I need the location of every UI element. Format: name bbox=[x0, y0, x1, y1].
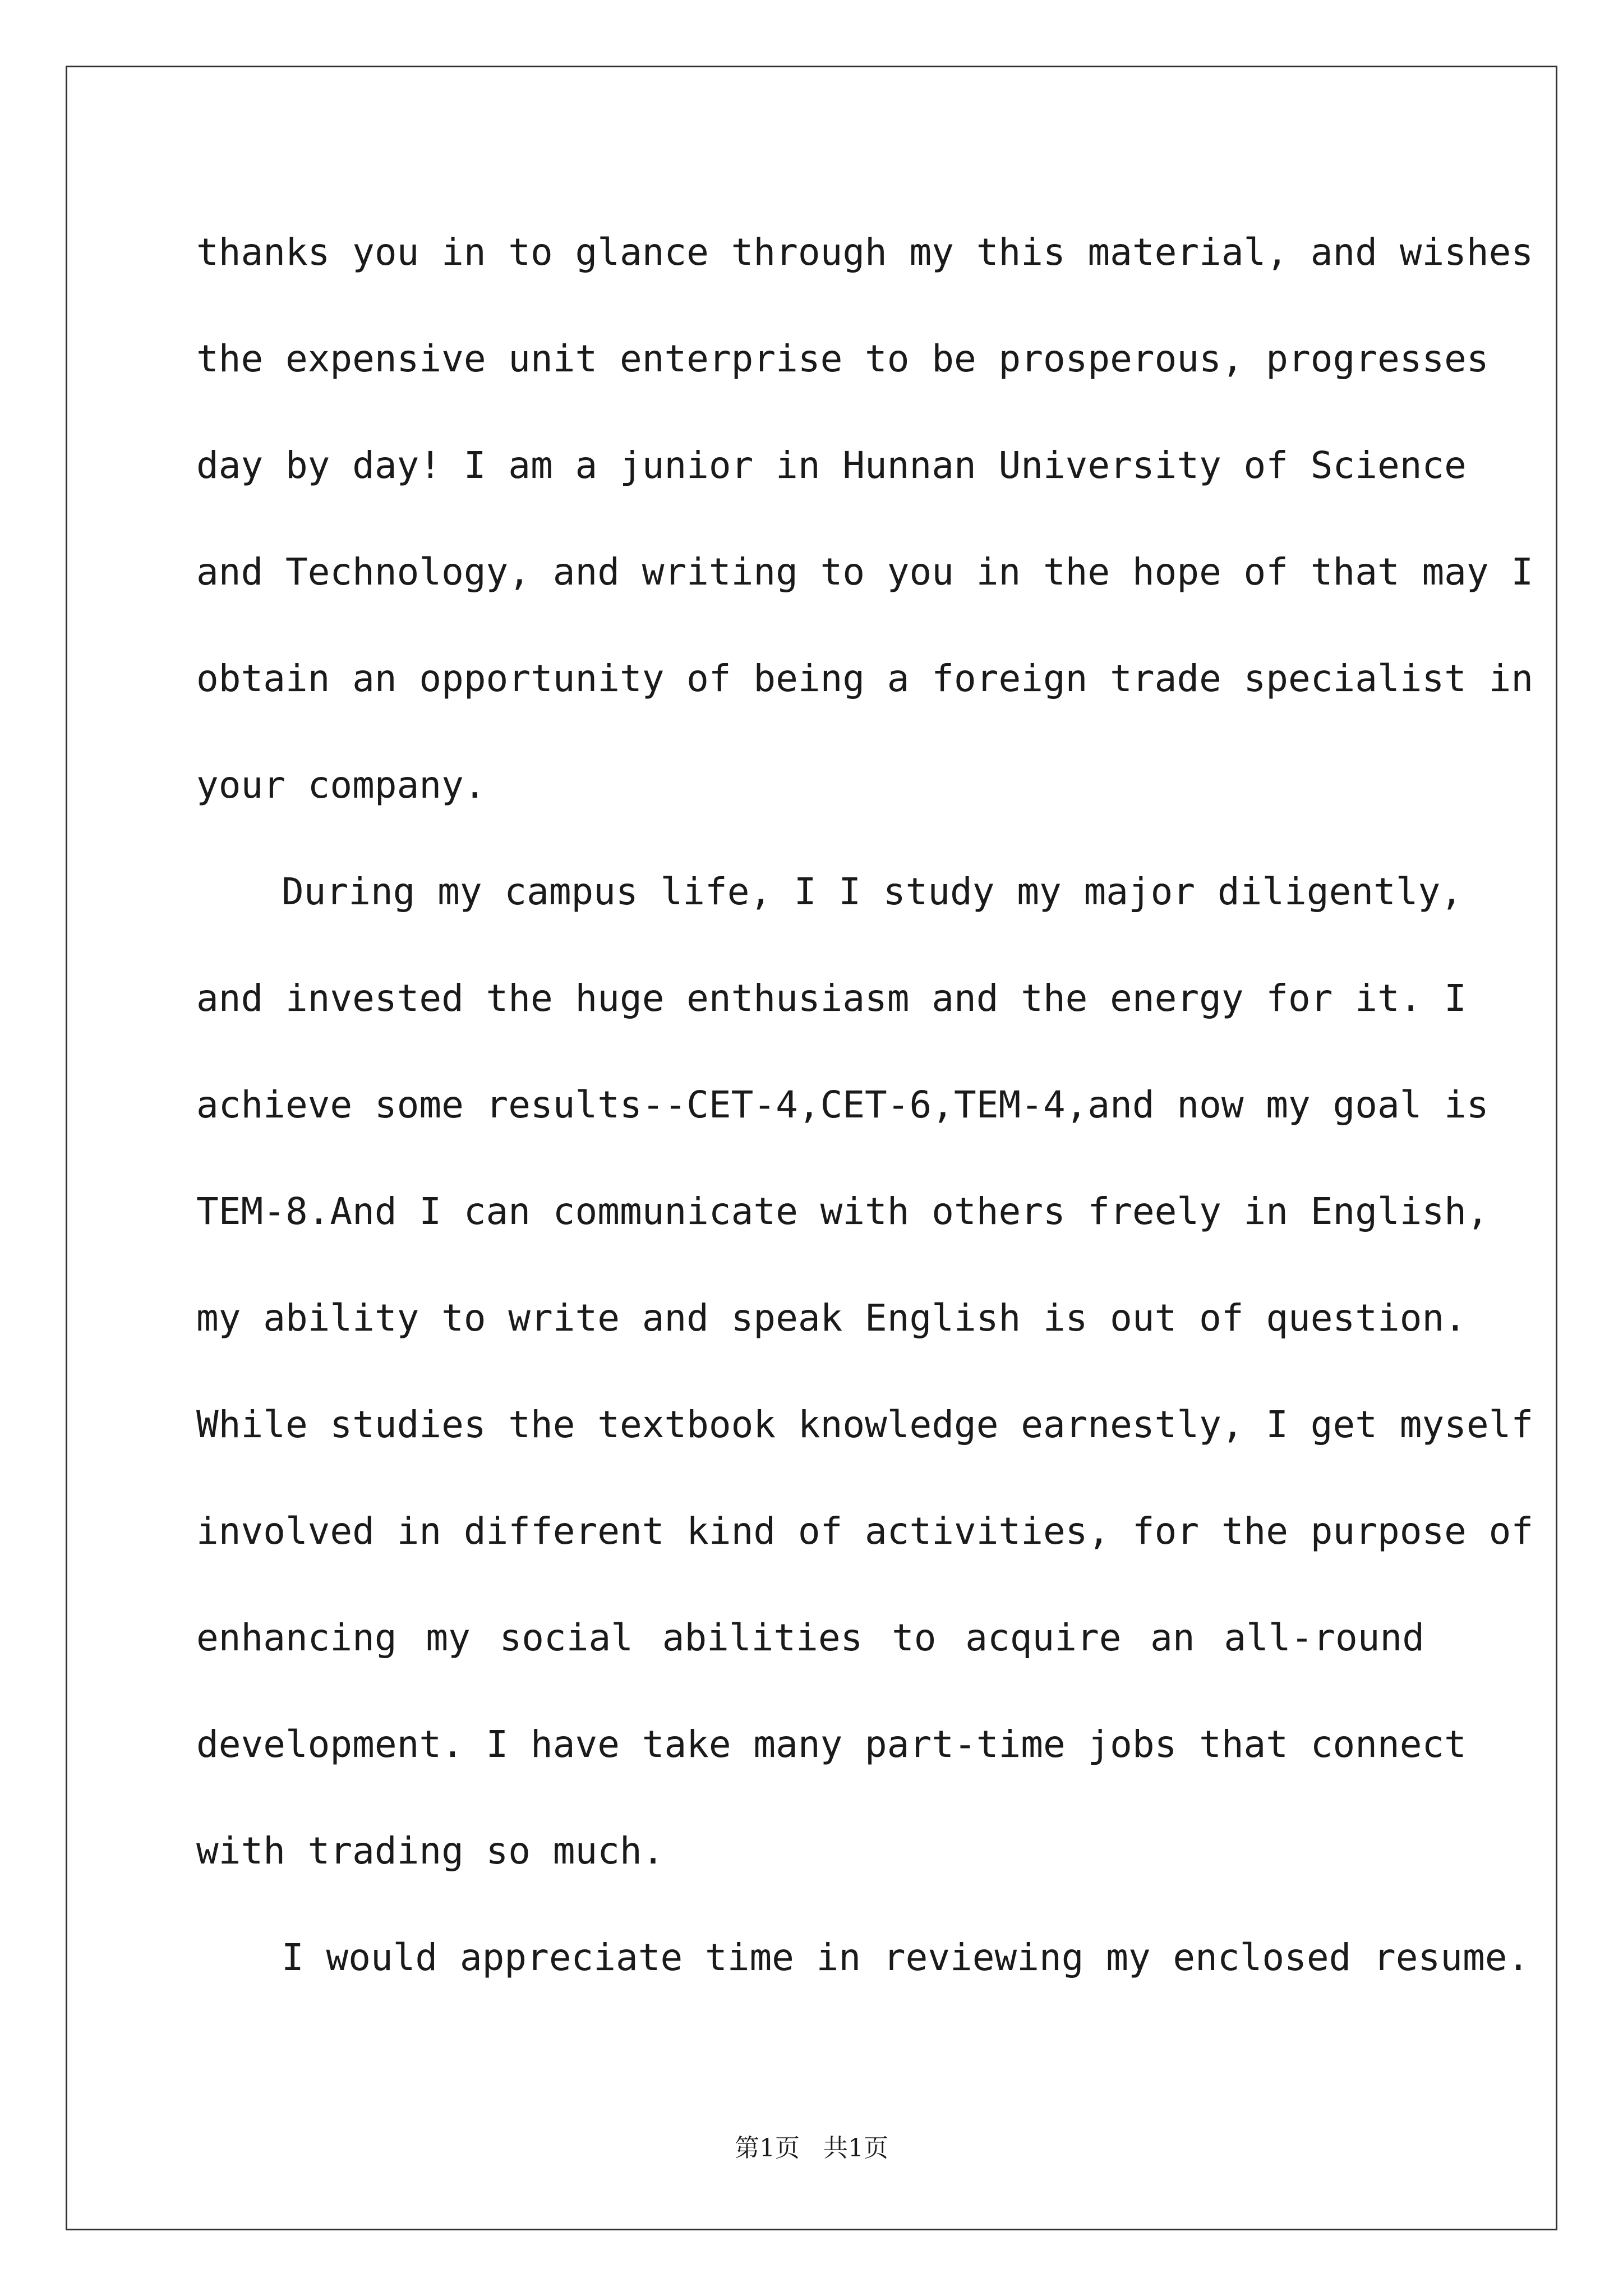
page-footer: 第1页 共1页 bbox=[735, 2134, 888, 2162]
text-line: TEM-8.And I can communicate with others freely in English, bbox=[196, 1190, 1489, 1233]
paragraph-first-line: I would appreciate time in reviewing my enclosed resume. bbox=[282, 1936, 1530, 1979]
text-line: day by day! I am a junior in Hunnan University of Science bbox=[196, 444, 1467, 487]
text-line: my ability to write and speak English is out of question. bbox=[196, 1296, 1467, 1340]
text-line: involved in different kind of activities, for the purpose of bbox=[196, 1510, 1534, 1553]
paragraph-first-line: During my campus life, I I study my major diligently, bbox=[282, 870, 1463, 913]
text-line: and Technology, and writing to you in the hope of that may I bbox=[196, 550, 1534, 593]
text-line: obtain an opportunity of being a foreign trade specialist in bbox=[196, 657, 1534, 700]
text-line: your company. bbox=[196, 763, 486, 807]
text-line: development. I have take many part-time jobs that connect bbox=[196, 1723, 1467, 1766]
text-line: achieve some results--CET-4,CET-6,TEM-4,and now my goal is bbox=[196, 1083, 1489, 1126]
text-line: thanks you in to glance through my this material, and wishes bbox=[196, 231, 1534, 274]
text-line: and invested the huge enthusiasm and the energy for it. I bbox=[196, 977, 1467, 1020]
text-line: enhancing my social abilities to acquire an all-round bbox=[196, 1616, 1424, 1659]
text-line: with trading so much. bbox=[196, 1829, 665, 1872]
page-border bbox=[66, 66, 1557, 2230]
text-line: While studies the textbook knowledge earnestly, I get myself bbox=[196, 1403, 1534, 1446]
text-line: the expensive unit enterprise to be prosperous, progresses bbox=[196, 337, 1489, 380]
